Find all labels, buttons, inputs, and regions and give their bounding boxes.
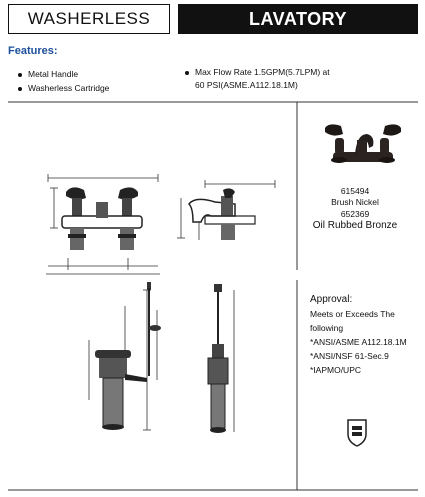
feature-item-continued: 60 PSI(ASME.A112.18.1M) (195, 80, 298, 90)
approval-line: *ANSI/ASME A112.18.1M (310, 337, 407, 347)
product-type-label: WASHERLESS (8, 4, 170, 34)
approval-line: *IAPMO/UPC (310, 365, 362, 375)
faucet-front-drawing-icon (40, 168, 170, 283)
approval-section (310, 293, 420, 377)
approval-line: Meets or Exceeds The (310, 309, 395, 319)
drain-assembly-side-drawing-icon (198, 284, 238, 439)
certification-mark-icon (345, 418, 369, 448)
approval-title: Approval: (310, 294, 353, 305)
product-category-label: LAVATORY (178, 4, 418, 34)
feature-item: Washerless Cartridge (18, 82, 109, 94)
feature-item: Metal Handle (18, 68, 78, 80)
model-code-1: 615494 (340, 186, 370, 196)
approval-line: *ANSI/NSF 61-Sec.9 (310, 351, 389, 361)
approval-line: following (310, 323, 344, 333)
feature-item: Max Flow Rate 1.5GPM(5.7LPM) at (185, 66, 330, 78)
drain-assembly-front-drawing-icon (85, 280, 175, 440)
model-finish-1: Brush Nickel (331, 197, 379, 207)
features-title: Features: (8, 45, 58, 57)
faucet-side-drawing-icon (175, 178, 285, 268)
model-finish-2: Oil Rubbed Bronze (312, 220, 398, 231)
model-code-2: 652369 (340, 209, 370, 219)
faucet-photo-icon (315, 112, 410, 172)
